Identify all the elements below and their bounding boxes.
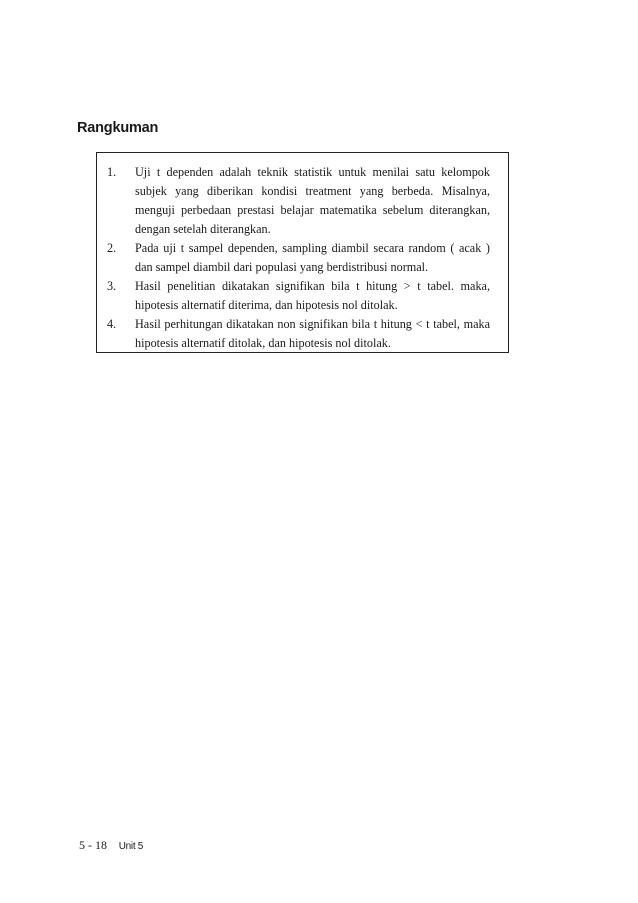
summary-item-3 — [97, 277, 508, 315]
section-heading: Rangkuman — [77, 120, 159, 136]
summary-item-4 — [97, 315, 508, 353]
item-number: 4. — [107, 317, 117, 331]
item-text: Hasil penelitian dikatakan signifikan bila t hitung > t tabel. maka, hipotesis alternatif diterima, dan hipotesis nol ditolak. — [135, 279, 490, 312]
item-text: Hasil perhitungan dikatakan non signifikan bila t hitung < t tabel, maka hipotesis alternatif ditolak, dan hipotesis nol ditolak. — [135, 317, 490, 350]
item-text: Uji t dependen adalah teknik statistik untuk menilai satu kelompok subjek yang diberikan kondisi treatment yang berbeda. Misalnya, menguji perbedaan prestasi belajar matematika sebelum diterangkan, dengan setelah diterangkan. — [135, 165, 490, 236]
summary-list — [97, 163, 508, 353]
summary-item-1 — [97, 163, 508, 239]
unit-label: Unit 5 — [118, 841, 144, 852]
item-number: 3. — [107, 279, 117, 293]
item-number: 2. — [107, 241, 117, 255]
page-number: 5 - 18 — [79, 838, 107, 852]
summary-box — [96, 152, 509, 353]
item-number: 1. — [107, 165, 117, 179]
item-text: Pada uji t sampel dependen, sampling diambil secara random ( acak ) dan sampel diambil dari populasi yang berdistribusi normal. — [135, 241, 490, 274]
summary-item-2 — [97, 239, 508, 277]
page-footer — [79, 838, 143, 853]
